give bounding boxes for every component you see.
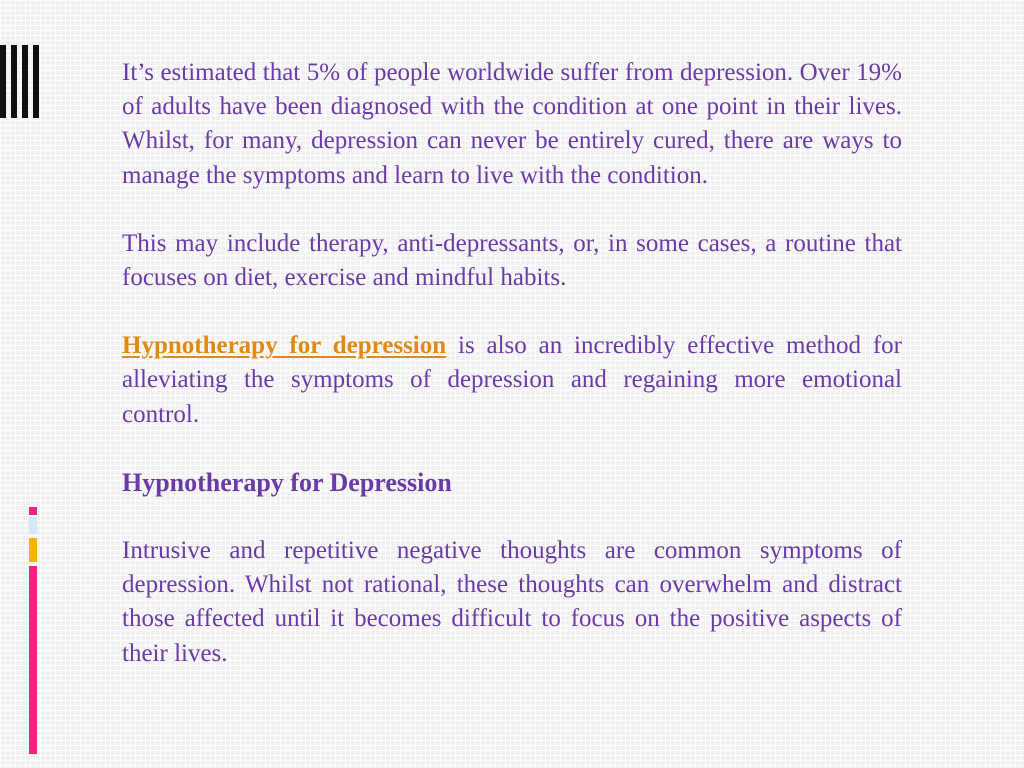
paragraph-intrusive-thoughts: Intrusive and repetitive negative thoughts are common symptoms of depression. Whilst not rational, these thoughts can overwhelm and distract those affected until it becomes difficult to focus on the positive aspects of their lives. — [122, 537, 902, 667]
paragraph-hypnotherapy-text: is also an incredibly effective method for alleviating the symptoms of depression and regaining more emotional control. — [122, 332, 902, 428]
accent-bar-light-blue — [29, 517, 37, 534]
accent-bar-pink-small — [29, 507, 37, 515]
left-edge-decoration — [0, 0, 40, 768]
paragraph-treatments: This may include therapy, anti-depressants, or, in some cases, a routine that focuses on diet, exercise and mindful habits. — [122, 229, 902, 292]
article-content — [122, 56, 902, 671]
accent-bar-gold — [29, 538, 37, 562]
paragraph-depression-stats: It’s estimated that 5% of people worldwide suffer from depression. Over 19% of adults have been diagnosed with the condition at one point in their lives. Whilst, for many, depression can never be entirely cured, there are ways to manage the symptoms and learn to live with the condition. — [122, 59, 902, 189]
accent-bar-pink-long — [29, 566, 37, 754]
corner-bar-2 — [11, 45, 17, 118]
corner-bar-1 — [0, 45, 6, 118]
section-heading: Hypnotherapy for Depression — [122, 467, 452, 497]
hypnotherapy-for-depression-link[interactable]: Hypnotherapy for depression — [122, 332, 447, 360]
corner-bar-4 — [33, 45, 39, 118]
paragraph-hypnotherapy-intro — [122, 329, 902, 432]
corner-bar-3 — [22, 45, 28, 118]
